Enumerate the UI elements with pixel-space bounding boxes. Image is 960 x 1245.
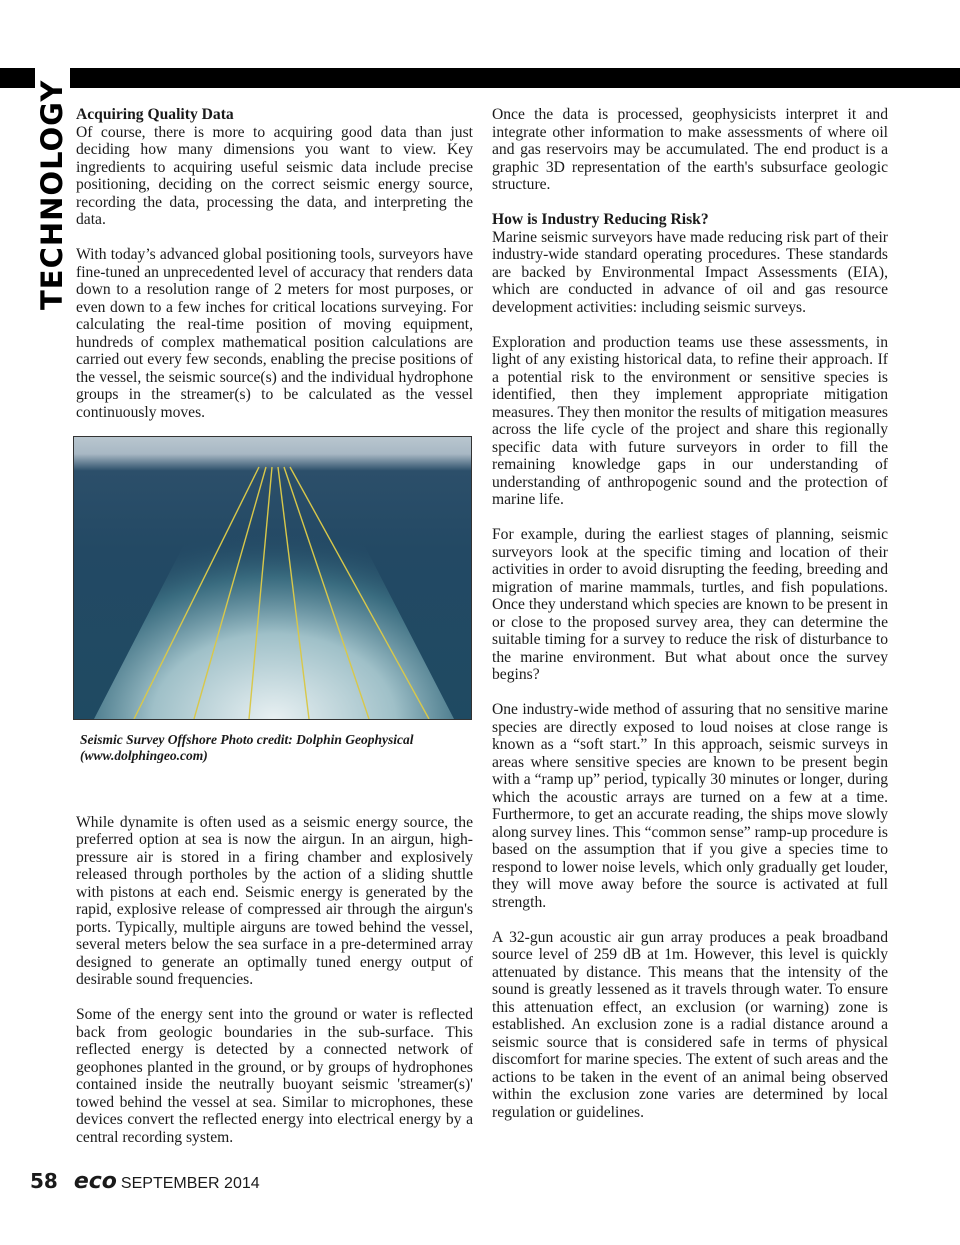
photo-caption: Seismic Survey Offshore Photo credit: Dolphin Geophysical (www.dolphingeo.com) bbox=[80, 731, 414, 763]
paragraph: With today’s advanced global positioning tools, surveyors have fine-tuned an unprecedented level of accuracy that renders data down to a resolution range of 2 meters for most purposes, or even down to a few inches for critical locations surveying. For calculating the real-time position of moving equipment, hundreds of complex mathematical position calculations are carried out every few seconds, enabling the precise positions of the vessel, the seismic source(s) and the individual hydrophone groups in the streamer(s) to be calculated as the vessel continuously moves. bbox=[76, 246, 473, 421]
section-label: TECHNOLOGY bbox=[35, 79, 69, 310]
seismic-survey-photo bbox=[73, 436, 472, 720]
paragraph: Of course, there is more to acquiring good data than just deciding how many dimensions you want to view. Key ingredients to acquiring useful seismic data include precise positioning, deciding on the correct seismic energy source, recording the data, processing the data, and interpreting the data. bbox=[76, 123, 473, 228]
magazine-logo: eco bbox=[73, 1169, 117, 1194]
paragraph: While dynamite is often used as a seismic energy source, the preferred option at sea is now the airgun. In an airgun, high-pressure air is stored in a firing chamber and explosively released through portholes by the action of a sliding shuttle with pistons at each end. Seismic energy is generated by the rapid, explosive release of compressed air through the airgun's ports. Typically, multiple airguns are towed behind the vessel, several meters below the sea surface in a pre-determined array designed to generate an optimally tuned energy output of desirable sound frequencies. bbox=[76, 813, 473, 988]
page-number: 58 bbox=[30, 1169, 58, 1193]
heading-reducing-risk: How is Industry Reducing Risk? bbox=[492, 211, 709, 228]
paragraph: Marine seismic surveyors have made reducing risk part of their industry-wide standard operating procedures. These standards are backed by Environmental Impact Assessments (EIA), which are conducted in advance of oil and gas resource development activities: including seismic surveys. bbox=[492, 228, 888, 316]
paragraph: Some of the energy sent into the ground or water is reflected back from geologic boundaries in the sub-surface. This reflected energy is detected by a connected network of geophones planted in the ground, or by groups of hydrophones contained inside the neutrally buoyant seismic 'streamer(s)' towed behind the vessel at sea. Similar to microphones, these devices convert the reflected energy into electrical energy by a central recording system. bbox=[76, 1006, 473, 1146]
issue-date: SEPTEMBER 2014 bbox=[120, 1175, 260, 1192]
paragraph: For example, during the earliest stages of planning, seismic surveyors look at the specific timing and location of their activities in order to avoid disrupting the feeding, breeding and migration of marine mammals, turtles, and fish populations. Once they understand which species are known to be present in or close to the proposed survey area, they can determine the suitable timing for a survey to reduce the risk of disturbance to the marine environment. But what about once the survey begins? bbox=[492, 526, 888, 683]
paragraph: One industry-wide method of assuring that no sensitive marine species are directly exposed to loud noises at close range is known as a “soft start.” In this approach, seismic surveys in areas where sensitive species are known to be present begin with a “ramp up” period, typically 30 minutes or longer, during which the acoustic arrays are turned on a few at a time. Furthermore, to get an accurate reading, the ships move slowly along survey lines. This “common sense” ramp-up procedure is based on the assumption that if you give a species time to respond to lower noise levels, which only gradually get louder, they will move away before the source is activated at full strength. bbox=[492, 701, 888, 911]
left-column bbox=[76, 106, 473, 1164]
header-bar-left bbox=[0, 68, 35, 88]
paragraph: Once the data is processed, geophysicists interpret it and integrate other information to make assessments of where oil and gas reservoirs may be accumulated. The end product is a graphic 3D representation of the earth's subsurface geologic structure. bbox=[492, 106, 888, 193]
page-footer bbox=[30, 1169, 260, 1194]
paragraph: A 32-gun acoustic air gun array produces a peak broadband source level of 259 dB at 1m. However, this level is quickly attenuated by distance. This means that the intensity of the sound is greatly lessened as it travels through water. To ensure this attenuation effect, an exclusion (or warning) zone is established. An exclusion zone is a radial distance around a seismic source that is considered safe in terms of physical discomfort for marine species. The extent of such areas and the actions to be taken in the event of an animal being observed within the exclusion zone varies are determined by local regulation or guidelines. bbox=[492, 928, 888, 1121]
paragraph: Exploration and production teams use these assessments, in light of any existing historical data, to refine their approach. If a potential risk to the environment or sensitive species is identified, then they implement appropriate mitigation measures. They then monitor the results of mitigation measures across the life cycle of the project and share this regionally specific data with future surveyors in order to fill the remaining knowledge gaps in our understanding of understanding of anthropogenic sound and the protection of marine life. bbox=[492, 333, 888, 508]
heading-acquiring-quality-data: Acquiring Quality Data bbox=[76, 106, 234, 123]
right-column bbox=[492, 106, 888, 1139]
header-bar bbox=[70, 68, 960, 88]
